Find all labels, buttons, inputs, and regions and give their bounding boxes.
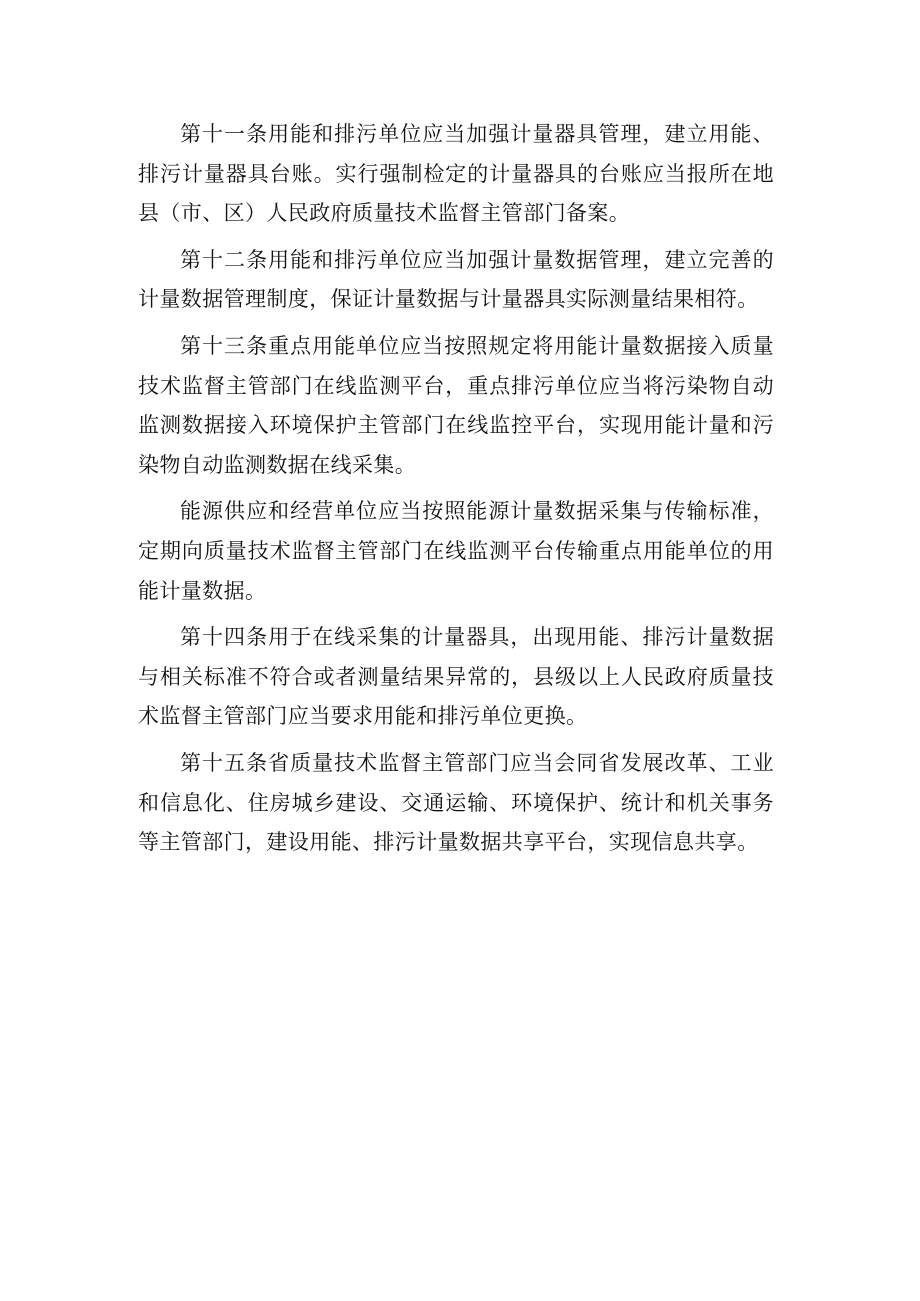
article-13-paragraph: 第十三条重点用能单位应当按照规定将用能计量数据接入质量技术监督主管部门在线监测平台，重点排污单位应当将污染物自动监测数据接入环境保护主管部门在线监控平台，实现用能计量和污染物自动监测数据在线采集。 bbox=[138, 333, 774, 477]
article-15-paragraph: 第十五条省质量技术监督主管部门应当会同省发展改革、工业和信息化、住房城乡建设、交通运输、环境保护、统计和机关事务等主管部门，建设用能、排污计量数据共享平台，实现信息共享。 bbox=[138, 750, 774, 855]
energy-supplier-paragraph: 能源供应和经营单位应当按照能源计量数据采集与传输标准，定期向质量技术监督主管部门在线监测平台传输重点用能单位的用能计量数据。 bbox=[138, 499, 774, 603]
document-body bbox=[138, 115, 774, 870]
article-11-paragraph: 第十一条用能和排污单位应当加强计量器具管理，建立用能、排污计量器具台账。实行强制检定的计量器具的台账应当报所在地县（市、区）人民政府质量技术监督主管部门备案。 bbox=[138, 122, 774, 226]
article-14-paragraph: 第十四条用于在线采集的计量器具，出现用能、排污计量数据与相关标准不符合或者测量结果异常的，县级以上人民政府质量技术监督主管部门应当要求用能和排污单位更换。 bbox=[138, 625, 774, 729]
article-12-paragraph: 第十二条用能和排污单位应当加强计量数据管理，建立完善的计量数据管理制度，保证计量数据与计量器具实际测量结果相符。 bbox=[138, 247, 774, 312]
